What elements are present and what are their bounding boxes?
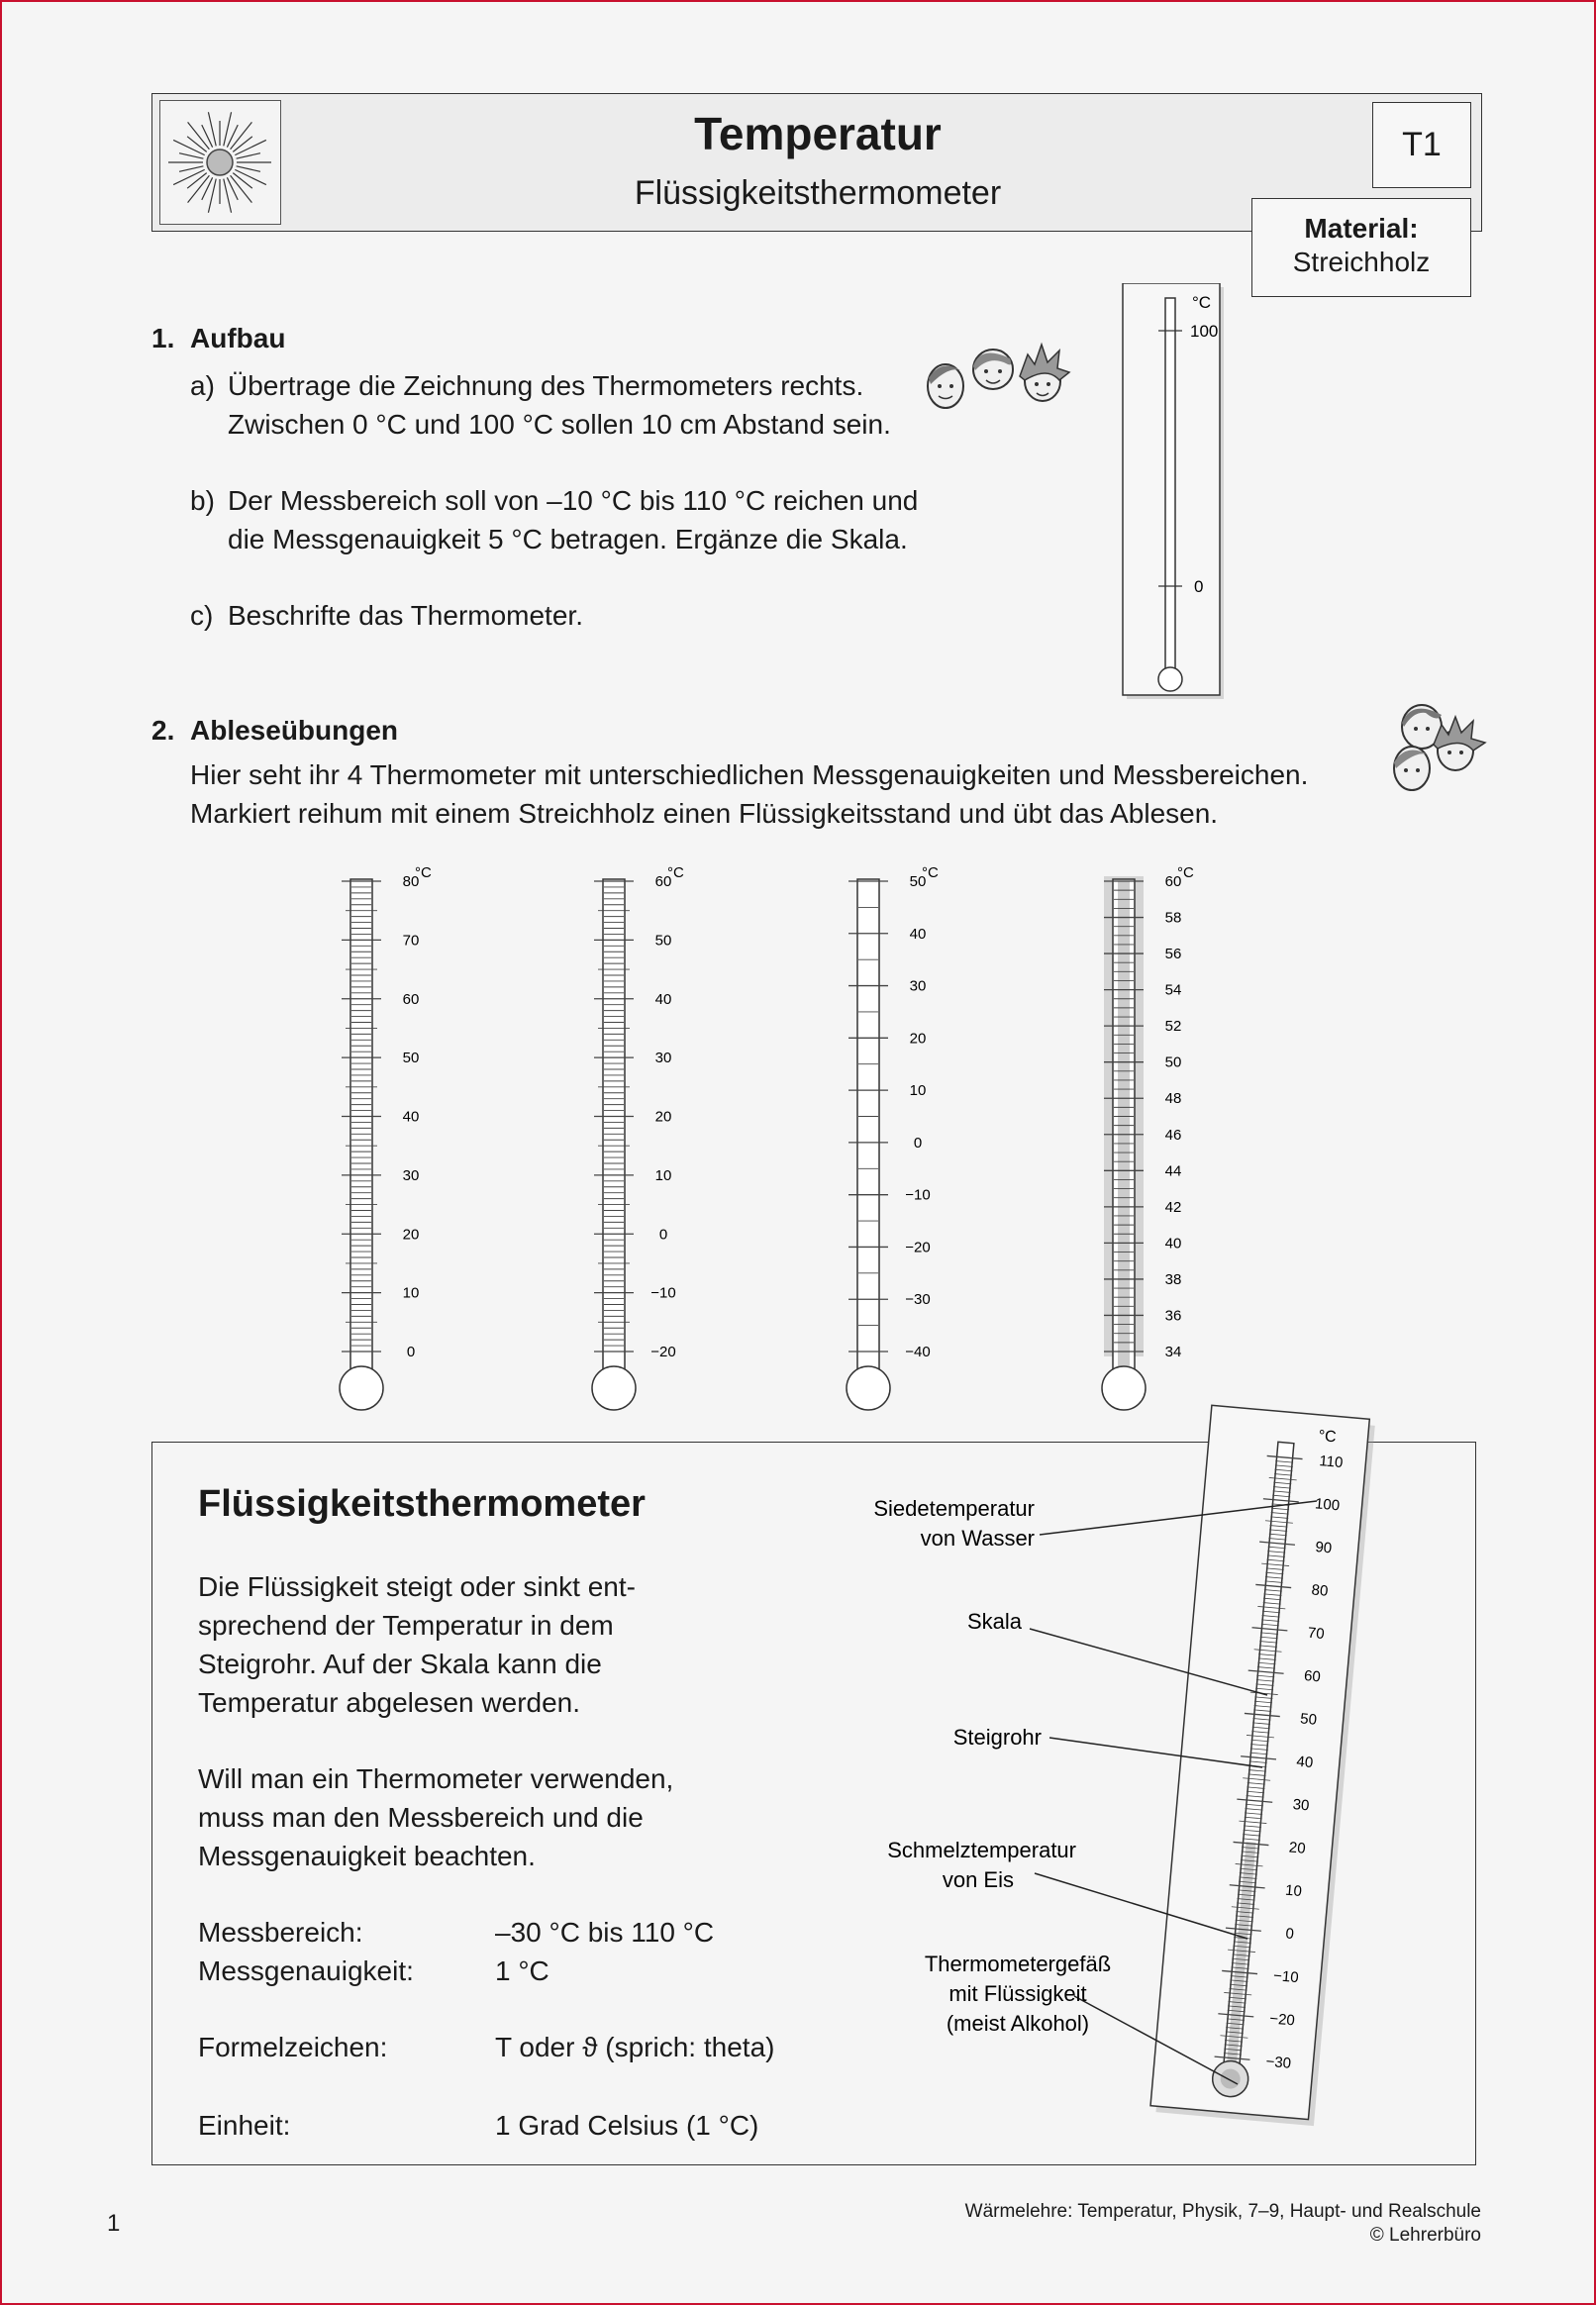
tick-label: 0 bbox=[658, 1226, 668, 1244]
tick-label: 36 bbox=[1164, 1307, 1182, 1325]
tube bbox=[603, 879, 625, 1374]
info-para2-line: muss man den Messbereich und die bbox=[198, 1802, 644, 1833]
info-para1-line: Temperatur abgelesen werden. bbox=[198, 1687, 581, 1718]
big-thermo-unit: °C bbox=[1317, 1427, 1338, 1447]
tick-label: 34 bbox=[1164, 1344, 1182, 1360]
material-value: Streichholz bbox=[1292, 247, 1431, 277]
task2-heading: Ableseübungen bbox=[190, 715, 399, 746]
reading-thermometer bbox=[340, 864, 432, 1410]
tick-label: 40 bbox=[909, 925, 927, 943]
tick-label: 80 bbox=[402, 873, 420, 890]
footer-line2: © Lehrerbüro bbox=[1369, 2225, 1481, 2246]
unit-label: °C bbox=[922, 864, 939, 881]
tick-label: −40 bbox=[905, 1344, 931, 1360]
tick-label: 50 bbox=[654, 932, 672, 950]
big-tick-label: 90 bbox=[1314, 1539, 1333, 1557]
tick-label: 50 bbox=[909, 873, 927, 890]
info-row-value: 1 °C bbox=[495, 1955, 549, 1986]
task2-line2: Markiert reihum mit einem Streichholz einen Flüssigkeitsstand und übt das Ablesen. bbox=[190, 798, 1219, 829]
tick-label: 46 bbox=[1164, 1126, 1182, 1144]
info-row-value: –30 °C bis 110 °C bbox=[495, 1917, 715, 1948]
big-tick-label: 10 bbox=[1284, 1881, 1303, 1901]
info-title: Flüssigkeitsthermometer bbox=[198, 1483, 646, 1525]
tick-label: 56 bbox=[1164, 946, 1182, 963]
tick-label: 50 bbox=[1164, 1053, 1182, 1071]
kids-group-icon bbox=[1386, 689, 1495, 798]
tick-label: 52 bbox=[1164, 1018, 1182, 1036]
tick-label: 48 bbox=[1164, 1090, 1182, 1108]
bulb bbox=[592, 1366, 636, 1410]
callout-gefaess: (meist Alkohol) bbox=[946, 2011, 1090, 2036]
tick-label: 60 bbox=[654, 873, 672, 890]
big-tick-label: −30 bbox=[1264, 2053, 1292, 2072]
tick-label: −10 bbox=[905, 1186, 931, 1204]
callout-siede: von Wasser bbox=[920, 1526, 1035, 1551]
bulb bbox=[340, 1366, 383, 1410]
info-para1-line: Die Flüssigkeit steigt oder sinkt ent- bbox=[198, 1571, 636, 1602]
tick-label: 38 bbox=[1164, 1270, 1182, 1288]
big-tick-label: 40 bbox=[1295, 1753, 1314, 1772]
tick-label: 10 bbox=[909, 1082, 927, 1100]
page-title: Temperatur bbox=[694, 108, 942, 159]
tick-label: 60 bbox=[402, 990, 420, 1008]
tick-label: −20 bbox=[650, 1344, 676, 1360]
reading-thermometer bbox=[847, 864, 939, 1410]
callout-schmelz: Schmelztemperatur bbox=[887, 1838, 1076, 1862]
big-tick-label: 70 bbox=[1307, 1624, 1326, 1644]
tick-label: 40 bbox=[402, 1108, 420, 1126]
callout-steigrohr: Steigrohr bbox=[952, 1725, 1042, 1750]
info-row-label: Messbereich: bbox=[198, 1917, 363, 1948]
tick-label: 20 bbox=[654, 1108, 672, 1126]
tick-label: 60 bbox=[1164, 873, 1182, 890]
reading-thermometers bbox=[317, 852, 1208, 1416]
big-tick-label: 60 bbox=[1303, 1667, 1322, 1686]
blank-thermo-unit: °C bbox=[1192, 293, 1212, 312]
tick-label: 50 bbox=[402, 1050, 420, 1067]
info-para2-line: Will man ein Thermometer verwenden, bbox=[198, 1763, 674, 1794]
big-tick-label: 0 bbox=[1284, 1925, 1295, 1944]
tick-label: 40 bbox=[1164, 1235, 1182, 1253]
big-tick-label: 100 bbox=[1314, 1495, 1341, 1515]
big-tick-label: 80 bbox=[1310, 1581, 1330, 1600]
info-row-label: Messgenauigkeit: bbox=[198, 1955, 414, 1986]
callout-skala: Skala bbox=[966, 1609, 1022, 1634]
task1-b-line2: die Messgenauigkeit 5 °C betragen. Ergänze die Skala. bbox=[228, 524, 908, 554]
tick-label: 20 bbox=[909, 1030, 927, 1048]
unit-label: °C bbox=[667, 864, 684, 881]
sun-ray bbox=[179, 166, 203, 172]
tick-label: 40 bbox=[654, 990, 672, 1008]
big-tick-label: −20 bbox=[1268, 2010, 1296, 2030]
sheet-code: T1 bbox=[1372, 102, 1471, 188]
footer bbox=[965, 2200, 1481, 2248]
info-row-label: Einheit: bbox=[198, 2110, 291, 2141]
tick-label: 30 bbox=[402, 1166, 420, 1184]
tube bbox=[350, 879, 372, 1374]
tick-label: 44 bbox=[1164, 1162, 1182, 1180]
tick-label: 0 bbox=[406, 1344, 416, 1360]
blank-thermometer bbox=[1121, 283, 1230, 705]
tick-label: 30 bbox=[654, 1050, 672, 1067]
material-label: Material: bbox=[1304, 213, 1419, 244]
tick-label: 0 bbox=[913, 1134, 923, 1152]
task1-c-line1: Beschrifte das Thermometer. bbox=[228, 600, 583, 631]
tick-label: 30 bbox=[909, 977, 927, 995]
tick-label: −10 bbox=[650, 1284, 676, 1302]
unit-label: °C bbox=[415, 864, 432, 881]
tick-label: −20 bbox=[905, 1239, 931, 1256]
kids-icon bbox=[921, 337, 1079, 416]
big-tick-label: −10 bbox=[1272, 1967, 1300, 1987]
task1-a-line2: Zwischen 0 °C und 100 °C sollen 10 cm Abstand sein. bbox=[228, 409, 891, 440]
tick-label: 54 bbox=[1164, 981, 1182, 999]
task1-a-marker: a) bbox=[190, 370, 215, 401]
tick-label: 58 bbox=[1164, 909, 1182, 927]
big-tick-label: 30 bbox=[1291, 1796, 1311, 1815]
tick-label: 42 bbox=[1164, 1198, 1182, 1216]
info-row-label: Formelzeichen: bbox=[198, 2032, 388, 2062]
info-para1-line: sprechend der Temperatur in dem bbox=[198, 1610, 614, 1641]
info-para1-line: Steigrohr. Auf der Skala kann die bbox=[198, 1649, 602, 1679]
big-tick-label: 110 bbox=[1318, 1453, 1345, 1472]
sun-ray bbox=[237, 166, 260, 172]
tube bbox=[857, 879, 879, 1374]
tick-label: 20 bbox=[402, 1226, 420, 1244]
info-para2-line: Messgenauigkeit beachten. bbox=[198, 1841, 536, 1871]
reading-thermometer bbox=[1102, 864, 1194, 1410]
reading-thermometer bbox=[592, 864, 684, 1410]
task1-number: 1. bbox=[151, 323, 175, 353]
callout-siede: Siedetemperatur bbox=[873, 1496, 1035, 1521]
tick-label: 10 bbox=[654, 1166, 672, 1184]
liquid bbox=[1118, 881, 1130, 1376]
labeled-thermometer-diagram bbox=[851, 1396, 1446, 2168]
task1-heading: Aufbau bbox=[190, 323, 286, 353]
blank-thermo-0: 0 bbox=[1194, 577, 1204, 596]
page-subtitle: Flüssigkeitsthermometer bbox=[634, 174, 1002, 212]
task1-a-line1: Übertrage die Zeichnung des Thermometers rechts. bbox=[228, 370, 864, 401]
info-row-value: 1 Grad Celsius (1 °C) bbox=[495, 2110, 759, 2141]
info-row-value: T oder ϑ (sprich: theta) bbox=[495, 2032, 775, 2062]
task1-b-marker: b) bbox=[190, 485, 215, 516]
callout-gefaess: mit Flüssigkeit bbox=[948, 1981, 1087, 2006]
callout-schmelz: von Eis bbox=[942, 1867, 1014, 1892]
task2-line1: Hier seht ihr 4 Thermometer mit unterschiedlichen Messgenauigkeiten und Messbereichen. bbox=[190, 759, 1309, 790]
tick-label: −30 bbox=[905, 1291, 931, 1309]
blank-thermo-100: 100 bbox=[1190, 322, 1219, 341]
big-tick-label: 50 bbox=[1299, 1710, 1318, 1729]
tick-label: 10 bbox=[402, 1284, 420, 1302]
callout-gefaess: Thermometergefäß bbox=[924, 1952, 1112, 1976]
page-number: 1 bbox=[107, 2210, 121, 2237]
unit-label: °C bbox=[1177, 864, 1194, 881]
task1-b-line1: Der Messbereich soll von –10 °C bis 110 °C reichen und bbox=[228, 485, 919, 516]
task1-c-marker: c) bbox=[190, 600, 214, 631]
task2-number: 2. bbox=[151, 715, 175, 746]
material-box bbox=[1251, 198, 1471, 297]
tick-label: 70 bbox=[402, 932, 420, 950]
footer-line1: Wärmelehre: Temperatur, Physik, 7–9, Haupt- und Realschule bbox=[964, 2201, 1481, 2222]
big-tick-label: 20 bbox=[1288, 1839, 1307, 1857]
